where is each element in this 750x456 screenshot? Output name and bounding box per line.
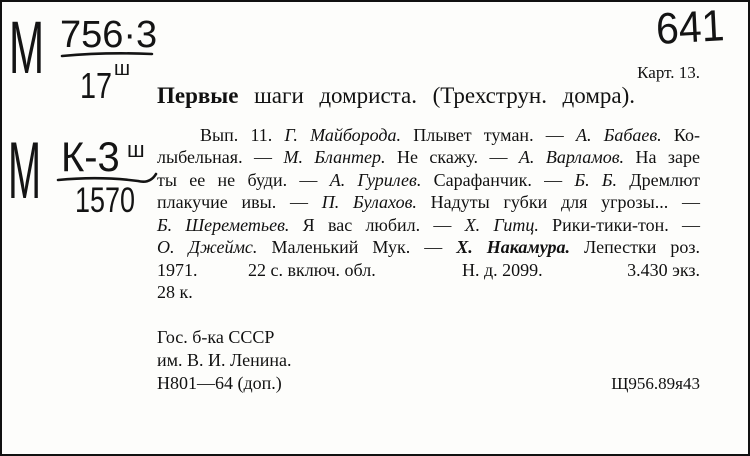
author-name: М. Блантер. [283,147,386,167]
contents-text: Лепестки роз. [570,237,701,257]
author-name: А. Варламов. [518,147,625,167]
handwritten-number-mark-2: ш [127,137,145,162]
contents-text: На заре [624,147,700,167]
contents-text: ты ее не буди. — [157,170,330,190]
author-name: Х. Накамура. [456,237,571,257]
author-name: П. Булахов. [321,192,417,212]
contents-text: Дремлют [617,170,701,190]
handwritten-number-2: К-3 [61,133,120,180]
handwritten-letter-2: М [8,126,42,216]
author-name: Б. Б. [574,170,617,190]
card-number-label: Карт. 13. [637,63,700,82]
handwritten-number-1: 756·3 [60,14,158,56]
contents-text: Плывет туман. — [401,125,576,145]
title-first-word: Первые [157,83,239,108]
handwritten-cutter-1: 17 [80,65,113,106]
imprint-publisher-number: Н. д. 2099. [462,260,543,280]
library-name-line-1: Гос. б-ка СССР [157,327,275,347]
library-order-code: Н801—64 (доп.) [157,373,282,393]
contents-text: лыбельная. — [157,147,284,167]
contents-text: Рики-тики-тон. — [538,215,701,235]
author-name: О. Джеймс. [157,237,258,257]
contents-line-5 [157,216,700,234]
author-name: А. Гурилев. [329,170,422,190]
contents-text: Вып. 11. [200,125,285,145]
contents-text: Я вас любил. — [289,215,465,235]
contents-line-1 [200,126,700,144]
imprint-print-run: 3.430 экз. [627,260,700,280]
author-name: А. Бабаев. [576,125,662,145]
contents-line-4 [157,193,700,211]
contents-text: Надуты губки для угрозы... — [416,192,701,212]
imprint-price: 28 к. [157,282,193,302]
author-name: Х. Гитц. [464,215,539,235]
handwritten-cutter-mark-1: ш [114,58,131,80]
library-name-line-2: им. В. И. Ленина. [157,350,292,370]
title-rest: шаги домриста. (Трехструн. домра). [238,83,635,108]
author-name: Г. Майборода. [284,125,402,145]
handwritten-cutter-2: 1570 [75,181,135,220]
contents-text: плакучие ивы. — [157,192,322,212]
imprint-year: 1971. [157,260,198,280]
handwritten-card-count: 641 [654,1,726,54]
handwritten-letter-1: М [9,6,45,89]
classification-code: Щ956.89я43 [611,374,700,393]
card-title [157,84,635,107]
imprint-pages: 22 с. включ. обл. [248,260,376,280]
contents-text: Сарафанчик. — [421,170,575,190]
contents-line-6 [157,238,700,256]
contents-text: Ко- [661,125,701,145]
contents-text: Не скажу. — [385,147,519,167]
contents-line-2 [157,148,700,166]
contents-text: Маленький Мук. — [257,237,457,257]
author-name: Б. Шереметьев. [157,215,290,235]
contents-line-3 [157,171,700,189]
